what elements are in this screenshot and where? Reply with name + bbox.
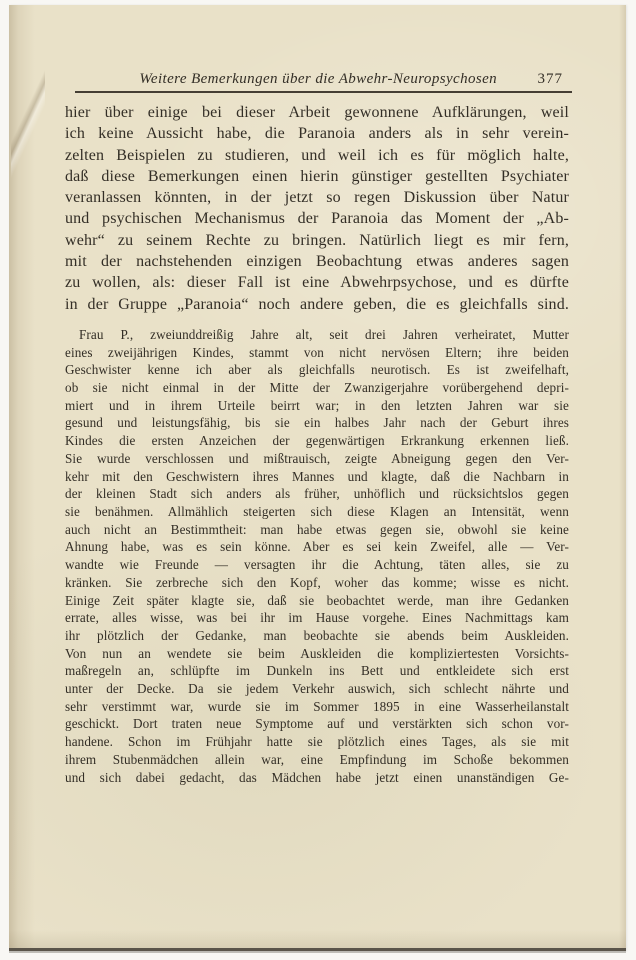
text-line: der kleinen Stadt sich anders als früher, unhöflich und rücksichtslos gegen: [65, 486, 569, 502]
text-line: ob sie nicht einmal in der Mitte der Zwanzigerjahre vorübergehend depri-: [65, 380, 569, 396]
text-line: maßregeln an, schlüpfte im Dunkeln ins Bett und entkleidete sich erst: [65, 663, 569, 679]
text-line: Einige Zeit später klagte sie, daß sie beobachtet werde, man ihre Gedanken: [65, 592, 569, 608]
text-line: zelten Beispielen zu studieren, und weil ich es für möglich halte,: [65, 146, 569, 164]
text-line: und sich dabei gedacht, das Mädchen habe jetzt einen unanständigen Ge-: [65, 769, 569, 785]
running-header: [65, 71, 569, 88]
text-line: veranlassen könnten, in der jetzt so regen Diskussion über Natur: [65, 189, 569, 207]
text-line: Von nun an wendete sie beim Auskleiden die kompliziertesten Vorsichts-: [65, 645, 569, 661]
page-content: [65, 5, 569, 786]
text-line: Geschwister kenne ich aber als gleichfalls neurotisch. Es ist zweifelhaft,: [65, 362, 569, 378]
case-history-paragraph: [65, 326, 569, 786]
text-line: wandte wie Freunde — versagten ihr die Achtung, täten alles, sie zu: [65, 557, 569, 573]
text-line: zu wollen, als: dieser Fall ist eine Abwehrpsychose, und es dürfte: [65, 274, 569, 292]
text-line: ihr plötzlich der Gedanke, man beobachte sie abends beim Auskleiden.: [65, 627, 569, 643]
text-line: unter der Decke. Da sie jedem Verkehr auswich, sich schlecht nährte und: [65, 681, 569, 697]
text-line: miert und in ihrem Urteile beirrt war; in den letzten Jahren war sie: [65, 397, 569, 413]
running-title: Weitere Bemerkungen über die Abwehr-Neuropsychosen: [139, 71, 498, 87]
text-line: handene. Schon im Frühjahr hatte sie plötzlich eines Tages, als sie mit: [65, 734, 569, 750]
text-line: Frau P., zweiunddreißig Jahre alt, seit drei Jahren verheiratet, Mutter: [79, 326, 569, 342]
text-line: und psychischen Mechanismus der Paranoia das Moment der „Ab-: [65, 210, 569, 228]
text-line: daß diese Bemerkungen einen hierin günstiger gestellten Psychiater: [65, 167, 569, 185]
text-line: gesund und leistungsfähig, bis sie ein halbes Jahr nach der Geburt ihres: [65, 415, 569, 431]
header-rule: [75, 91, 572, 93]
text-line: mit der nachstehenden einzigen Beobachtung etwas anderes sagen: [65, 253, 569, 271]
text-line: sehr verstimmt war, wurde sie im Sommer 1895 in eine Wasserheilanstalt: [65, 698, 569, 714]
text-line: Ahnung habe, was es sein könne. Aber es sei kein Zweifel, alle — Ver-: [65, 539, 569, 555]
text-line: sie benähmen. Allmählich steigerten sich diese Klagen an Intensität, wenn: [65, 504, 569, 519]
text-line: kränken. Sie zerbreche sich den Kopf, woher das komme; wisse es nicht.: [65, 574, 569, 590]
text-line: kehr mit den Geschwistern ihres Mannes und klagte, daß die Nachbarn in: [65, 468, 569, 484]
text-line: in der Gruppe „Paranoia“ noch andere geben, die es gleichfalls sind.: [65, 295, 569, 313]
text-line: errate, alles wisse, was bei ihr im Hause vorgehe. Eines Nachmittags kam: [65, 610, 569, 626]
main-paragraph: [65, 102, 569, 315]
text-line: auch nicht an Bestimmtheit: man habe etwas gegen sie, obwohl sie keine: [65, 521, 569, 537]
text-line: eines zweijährigen Kindes, stammt von nicht nervösen Eltern; ihre beiden: [65, 344, 569, 360]
page-number: 377: [537, 71, 563, 87]
text-line: Kindes die ersten Anzeichen der gegenwärtigen Erkrankung erkennen ließ.: [65, 433, 569, 449]
text-line: wehr“ zu seinem Rechte zu bringen. Natürlich liegt es mir fern,: [65, 231, 569, 249]
text-line: Sie wurde verschlossen und mißtrauisch, zeigte Abneigung gegen den Ver-: [65, 450, 569, 466]
text-line: ihrem Stubenmädchen allein war, eine Empfindung im Schoße bekommen: [65, 751, 569, 767]
text-line: hier über einige bei dieser Arbeit gewonnene Aufklärungen, weil: [65, 104, 569, 121]
text-line: geschickt. Dort traten neue Symptome auf und verstärkten sich schon vor-: [65, 716, 569, 732]
text-line: ich keine Aussicht habe, die Paranoia anders als in sehr verein-: [65, 125, 569, 143]
book-page: [9, 5, 626, 951]
